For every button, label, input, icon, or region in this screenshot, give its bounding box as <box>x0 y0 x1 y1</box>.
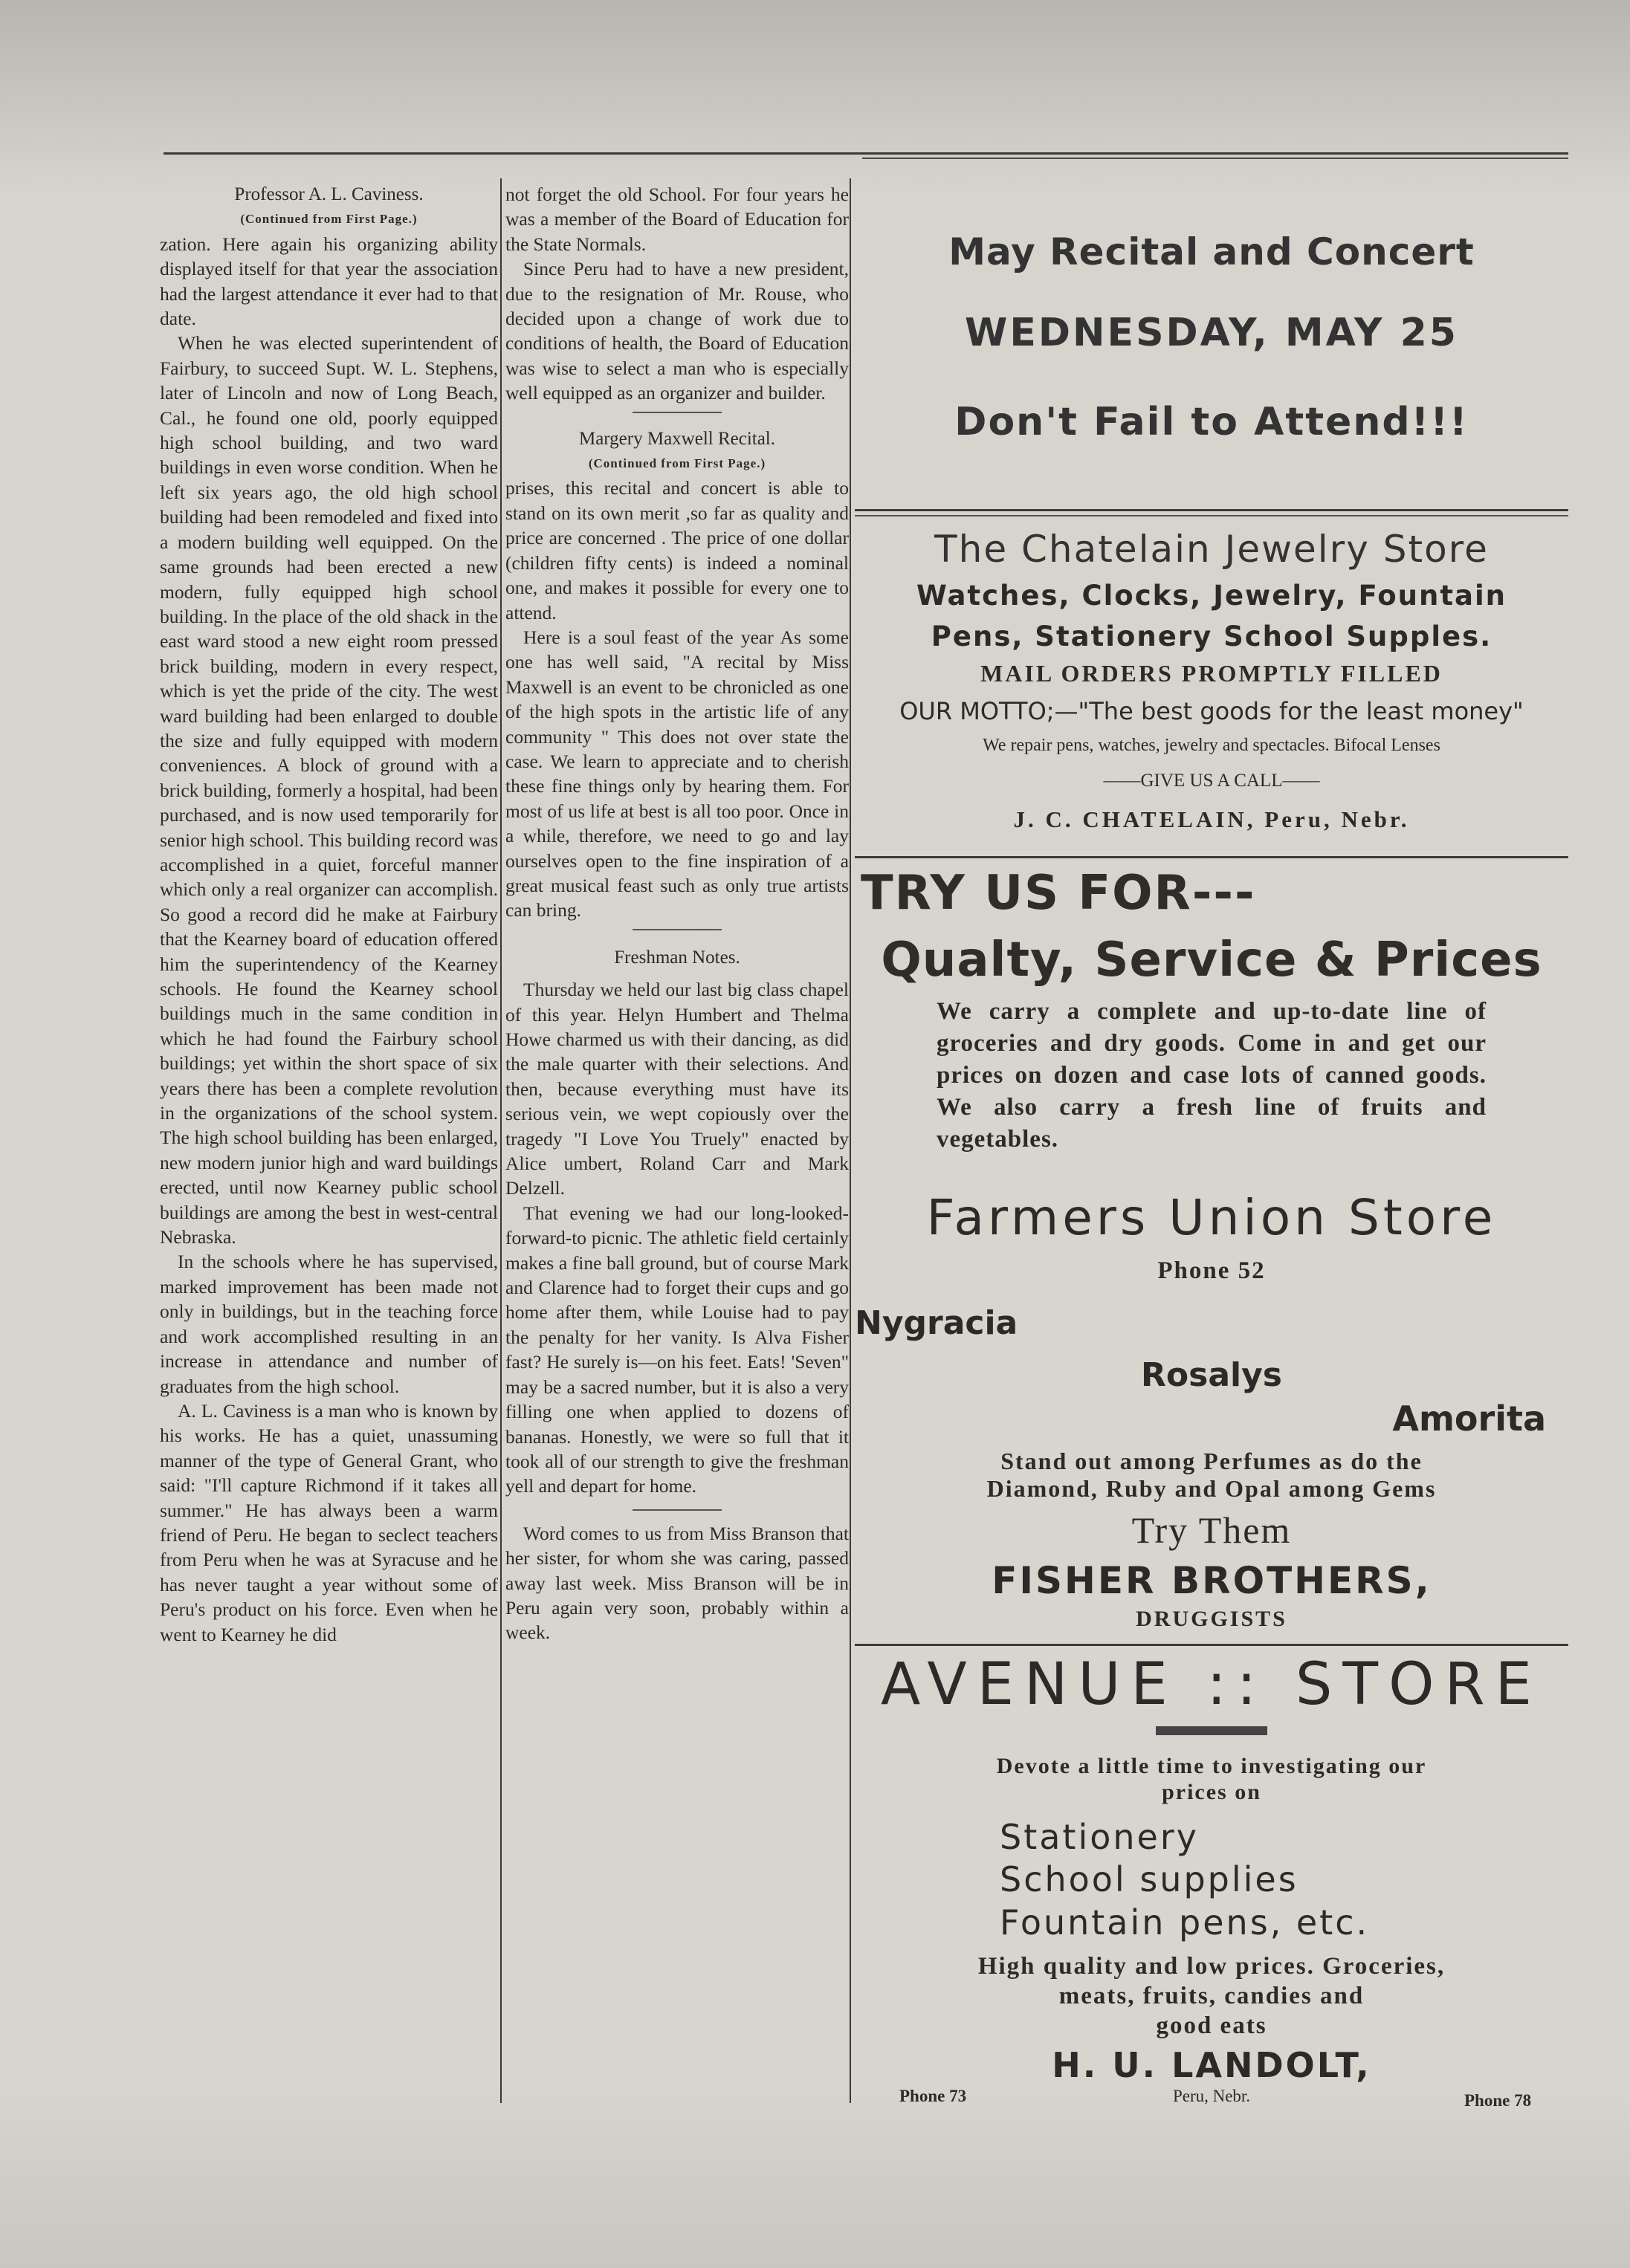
farmers-store-name: Farmers Union Store <box>926 1189 1497 1246</box>
paragraph: A. L. Caviness is a man who is known by his works. He has a quiet, unassuming manner of the type of General Grant, who said: "I'll capture Richmond if it takes all summer." He has always been a warm friend of Peru. He began to seclect teachers from Peru when he was at Syracuse and he has never taught a year without some of Peru's product on his force. Even when he went to Kearney he did <box>160 1399 498 1645</box>
jewelry-call: ——GIVE US A CALL—— <box>1103 771 1320 791</box>
farmers-body: We carry a complete and up-to-date line of groceries and dry goods. Come in and get our prices on dozen and case lots of canned goods. We also carry a fresh line of fruits and vegetables. <box>937 998 1487 1153</box>
avenue-store-title: AVENUE :: STORE <box>881 1651 1542 1718</box>
ad-rule <box>855 515 1568 516</box>
ad-rule <box>855 1644 1568 1646</box>
concert-attend: Don't Fail to Attend!!! <box>954 400 1469 444</box>
continued-note: (Continued from First Page.) <box>588 456 766 471</box>
column-middle <box>505 182 849 1645</box>
jewelry-repair: We repair pens, watches, jewelry and spectacles. Bifocal Lenses <box>983 736 1440 755</box>
jewelry-store-title: The Chatelain Jewelry Store <box>934 528 1489 571</box>
fisher-tagline: Stand out among Perfumes as do the <box>1000 1448 1423 1474</box>
avenue-town: Peru, Nebr. <box>1172 2087 1251 2105</box>
continued-note: (Continued from First Page.) <box>240 212 418 227</box>
perfume-amorita: Amorita <box>1392 1399 1546 1439</box>
jewelry-owner: J. C. CHATELAIN, Peru, Nebr. <box>1013 806 1410 832</box>
article-heading-recital: Margery Maxwell Recital. <box>578 428 776 449</box>
avenue-devote: prices on <box>1162 1780 1261 1804</box>
avenue-quality: meats, fruits, candies and <box>1058 1983 1365 2009</box>
section-rule <box>633 929 722 930</box>
avenue-quality: High quality and low prices. Groceries, <box>977 1953 1446 1980</box>
article-heading-freshman: Freshman Notes. <box>614 947 740 968</box>
concert-date: WEDNESDAY, MAY 25 <box>964 311 1458 355</box>
jewelry-motto: OUR MOTTO;—"The best goods for the least money" <box>899 697 1524 725</box>
ad-rule <box>855 509 1568 511</box>
jewelry-line: Watches, Clocks, Jewelry, Fountain <box>916 580 1507 612</box>
top-rule-secondary <box>862 158 1568 159</box>
column-divider <box>850 178 851 2103</box>
advertisement-column <box>855 171 1568 2170</box>
paragraph: Since Peru had to have a new president, due to the resignation of Mr. Rouse, who decided upon a change of work due to conditions of health, the Board of Education was wise to select a man who is especially well equipped as an organizer and builder. <box>505 258 849 404</box>
ad-rule <box>855 856 1568 858</box>
section-rule <box>633 412 722 413</box>
farmers-quality: Qualty, Service & Prices <box>881 933 1542 988</box>
fisher-tagline: Diamond, Ruby and Opal among Gems <box>986 1475 1437 1502</box>
perfume-rosalys: Rosalys <box>1141 1356 1282 1394</box>
paragraph: not forget the old School. For four years he was a member of the Board of Education for the State Normals. <box>505 184 849 255</box>
section-rule <box>633 1509 722 1511</box>
paragraph: When he was elected superintendent of Fairbury, to succeed Supt. W. L. Stephens, later of Lincoln and now of Long Beach, Cal., he found one old, poorly equipped high school building, and two ward buildings in even worse condition. When he left six years ago, the old high school building had been remodeled and fixed into a modern building well equipped. On the same grounds had been erected a new modern, fully equipped high school building. In the place of the old shack in the east ward stood a new eight room pressed brick building, modern in every respect, which is yet the pride of the city. The west ward building had been enlarged to double the size and fully equipped with modern conveniences. A block of ground with a brick building, formerly a hospital, had been purchased, and is now used temporarily for senior high school. This building record was accomplished in a quiet, forceful manner which only a real organizer can accomplish. So good a record did he make at Fairbury that the Kearney board of education offered him the superintendency of the Kearney schools. He found the Kearney school buildings much in the same condition in which he had found the Fairbury school buildings; yet within the short space of six years there has been a complete revolution in the organizations of the school system. The high school building has been enlarged, new modern junior high and ward buildings erected, until now Kearney public school buildings are among the best in west-central Nebraska. <box>160 332 498 1248</box>
jewelry-mail-orders: MAIL ORDERS PROMPTLY FILLED <box>980 660 1443 687</box>
column-divider <box>500 178 502 2103</box>
article-heading-caviness: Professor A. L. Caviness. <box>234 184 424 204</box>
concert-title: May Recital and Concert <box>948 230 1475 273</box>
avenue-item: School supplies <box>1000 1859 1298 1899</box>
paragraph: In the schools where he has supervised, marked improvement has been made not only in buildings, but in the teaching force and work accomplished resulting in an increase in attendance and number of graduates from the high school. <box>160 1251 498 1397</box>
avenue-quality: good eats <box>1156 2012 1267 2039</box>
column-caviness <box>160 182 498 1647</box>
fisher-brothers-name: FISHER BROTHERS, <box>992 1559 1432 1602</box>
farmers-phone: Phone 52 <box>1157 1257 1266 1284</box>
fisher-druggists: DRUGGISTS <box>1136 1607 1287 1631</box>
paragraph: zation. Here again his organizing ability displayed itself for that year the association had the largest attendance it ever had to that date. <box>160 233 498 330</box>
paragraph: Word comes to us from Miss Branson that her sister, for whom she was caring, passed away last week. Miss Branson will be in Peru again very soon, probably within a week. <box>505 1522 849 1644</box>
paragraph: prises, this recital and concert is able to stand on its own merit ,so far as quality and price are concerned . The price of one dollar (children fifty cents) is indeed a nominal one, and makes it possible for every one to attend. <box>505 477 849 623</box>
perfume-nygracia: Nygracia <box>855 1304 1018 1342</box>
paragraph: Here is a soul feast of the year As some one has well said, "A recital by Miss Maxwell is an event to be chronicled as one of the high spots in the artistic life of any community " This does not over state the case. We learn to appreciate and to cherish these fine things only by hearing them. For most of us life at best is all too poor. Once in a while, therefore, we need to go and lay ourselves open to the fine inspiration of a great musical feast such as only true artists can bring. <box>505 626 849 921</box>
avenue-phone-left: Phone 73 <box>899 2087 967 2105</box>
jewelry-line: Pens, Stationery School Supples. <box>931 621 1492 652</box>
avenue-item: Fountain pens, etc. <box>1000 1902 1370 1943</box>
fisher-try-them: Try Them <box>1131 1509 1292 1551</box>
avenue-devote: Devote a little time to investigating our <box>996 1754 1427 1778</box>
avenue-owner: H. U. LANDOLT, <box>1052 2045 1371 2085</box>
paragraph: That evening we had our long-looked-forward-to picnic. The athletic field certainly makes a fine ball ground, but of course Mark and Clarence had to forget their cups and go home after them, while Louise had to pay the penalty for her vanity. Is Alva Fisher fast? He surely is—on his feet. Eats! 'Seven" may be a sacred number, but it is also a very filling one when applied to dozens of bananas. Honestly, we were so full that it took all of our strength to give the freshman yell and depart for home. <box>505 1202 849 1497</box>
farmers-headline: TRY US FOR--- <box>861 866 1256 921</box>
top-rule <box>164 152 1568 155</box>
avenue-item: Stationery <box>1000 1817 1199 1857</box>
paragraph: Thursday we held our last big class chapel of this year. Helyn Humbert and Thelma Howe charmed us with their dancing, as did the male quarter with their selections. And then, because everything must have its serious vein, we wept copiously over the tragedy "I Love You Truely" enacted by Alice umbert, Roland Carr and Mark Delzell. <box>505 979 849 1199</box>
avenue-ornament <box>855 1726 1568 1739</box>
avenue-phone-right: Phone 78 <box>1464 2091 1532 2110</box>
